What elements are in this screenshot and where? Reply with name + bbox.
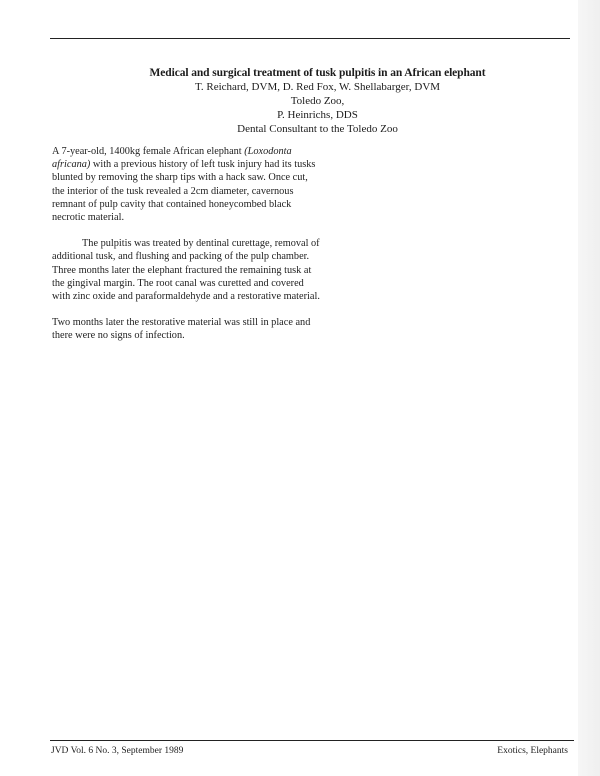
paragraph-case-history: [52, 145, 320, 224]
paragraph-case-history-text-cont: with a previous history of left tusk injury had its tusks blunted by removing the sharp tips with a hack saw. Once cut, the interior of the tusk revealed a 2cm diameter, cavernous remnant of pulp cavity that contained honeycombed black necrotic material.: [52, 159, 316, 224]
article-header: [100, 66, 535, 136]
byline-consultant: P. Heinrichs, DDS: [277, 109, 358, 121]
paragraph-treatment: The pulpitis was treated by dentinal curettage, removal of additional tusk, and flushing and packing of the pulp chamber. Three months later the elephant fractured the remaining tusk at the gingival margin. The root canal was curetted and covered with zinc oxide and paraformaldehyde and a restorative material.: [52, 238, 320, 303]
paragraph-outcome: Two months later the restorative material was still in place and there were no signs of infection.: [52, 317, 311, 342]
bottom-rule: [50, 740, 574, 741]
species-name: (Loxodonta africana): [52, 146, 292, 171]
footer-citation: JVD Vol. 6 No. 3, September 1989: [51, 746, 184, 756]
byline-authors: T. Reichard, DVM, D. Red Fox, W. Shellabarger, DVM: [194, 81, 441, 93]
byline-affiliation: Toledo Zoo,: [290, 95, 345, 107]
paragraph-case-history-text: A 7-year-old, 1400kg female African elephant: [52, 146, 245, 157]
top-rule: [50, 38, 570, 39]
footer-category: Exotics, Elephants: [497, 746, 568, 756]
page-edge-shadow: [578, 0, 600, 776]
article-title: Medical and surgical treatment of tusk pulpitis in an African elephant: [149, 67, 486, 79]
article-body: [52, 145, 320, 356]
byline-consultant-role: Dental Consultant to the Toledo Zoo: [237, 123, 398, 135]
